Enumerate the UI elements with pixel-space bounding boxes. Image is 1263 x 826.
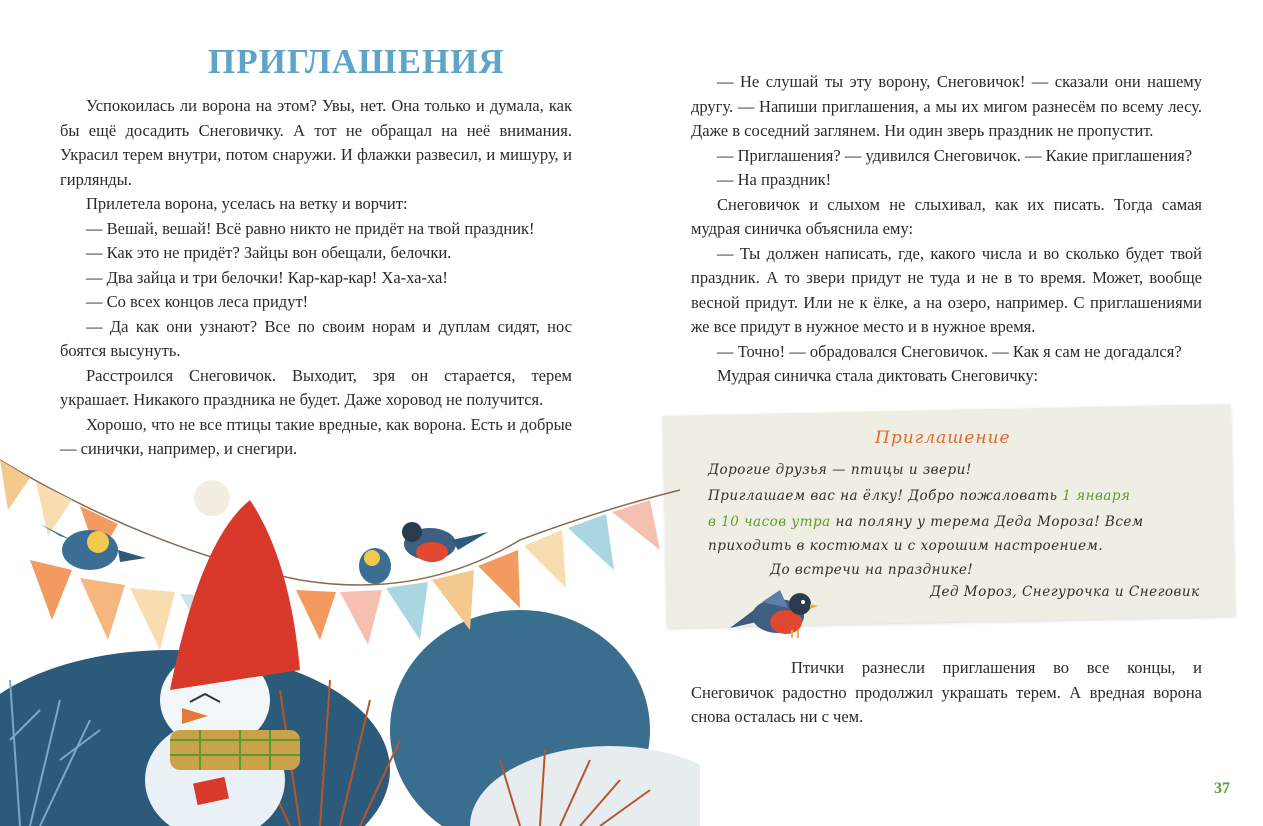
invitation-text: на поляну у терема Деда Мороза! Всем <box>835 514 1144 530</box>
scarf <box>170 730 300 770</box>
pompom <box>194 480 230 516</box>
titmouse-bird-left <box>40 524 146 570</box>
paragraph: — Точно! — обрадовался Снеговичок. — Как я сам не догадался? <box>717 341 1182 361</box>
invitation-line: До встречи на празднике! <box>770 562 974 578</box>
paragraph: Мудрая синичка стала диктовать Снеговичку: <box>717 366 1039 385</box>
paragraph: Птички разнесли приглашения во все концы, и Снеговичок радостно продолжил украшать терем. А вредная ворона снова осталась ни с чем. <box>691 658 1202 726</box>
right-text-column <box>691 70 1202 389</box>
page-number: 37 <box>1214 780 1230 797</box>
paragraph: — Вешай, вешай! Всё равно никто не придёт на твой праздник! <box>86 218 535 238</box>
titmouse-bird-middle <box>359 548 391 584</box>
bottom-text-column <box>691 656 1202 730</box>
paragraph: Хорошо, что не все птицы такие вредные, как ворона. Есть и добрые — синички, например, и снегири. <box>60 414 572 458</box>
paragraph: Расстроился Снеговичок. Выходит, зря он старается, терем украшает. Никакого праздника не будет. Даже хоровод не получится. <box>60 365 572 409</box>
paragraph: Успокоилась ли ворона на этом? Увы, нет. Она только и думала, как бы ещё досадить Снеговичку. А тот не обращал на неё внимания. Украсил терем внутри, потом снаружи. И флажки развесил, и мишуру, и гирлянды. <box>60 96 572 189</box>
bullfinch-illustration <box>726 580 836 642</box>
paragraph: — Да как они узнают? Все по своим норам и дуплам сидят, нос боятся высунуть. <box>60 316 572 360</box>
paragraph: — Ты должен написать, где, какого числа и во сколько будет твой праздник. А то звери придут не туда и не в то время. Может, вообще весной придут. Или не к ёлке, а на озеро, например. С приглашениями же все придут в нужное место и в нужное время. <box>691 243 1202 336</box>
paragraph: — На праздник! <box>717 170 832 189</box>
invitation-line: Дорогие друзья — птицы и звери! <box>708 462 972 478</box>
paragraph: — Два зайца и три белочки! Кар-кар-кар! Ха-ха-ха! <box>86 267 448 287</box>
snowman-illustration <box>0 440 700 826</box>
invitation-line: приходить в костюмах и с хорошим настроением. <box>708 538 1104 554</box>
paragraph: — Со всех концов леса придут! <box>86 292 309 311</box>
paragraph: Снеговичок и слыхом не слыхивал, как их писать. Тогда самая мудрая синичка объяснила ему: <box>691 194 1202 238</box>
paragraph: — Как это не придёт? Зайцы вон обещали, белочки. <box>86 243 452 262</box>
invitation-date: 1 января <box>1062 488 1131 504</box>
invitation-signature: Дед Мороз, Снегурочка и Снеговик <box>930 584 1200 600</box>
invitation-time: в 10 часов утра <box>708 514 831 530</box>
invitation-line <box>708 514 1144 530</box>
left-text-column <box>60 94 572 462</box>
paragraph: — Не слушай ты эту ворону, Снеговичок! — сказали они нашему другу. — Напиши приглашения, а мы их мигом разнесём по всему лесу. Даже в соседний заглянем. Ни один зверь праздник не пропустит. <box>691 72 1202 140</box>
invitation-text: Приглашаем вас на ёлку! Добро пожаловать <box>708 488 1058 504</box>
invitation-title: Приглашение <box>875 428 1011 448</box>
paragraph: — Приглашения? — удивился Снеговичок. — Какие приглашения? <box>717 145 1193 165</box>
bullfinch-bird <box>402 522 488 562</box>
page-title: ПРИГЛАШЕНИЯ <box>208 42 505 81</box>
invitation-line <box>708 488 1130 504</box>
paragraph: Прилетела ворона, уселась на ветку и ворчит: <box>86 194 408 213</box>
